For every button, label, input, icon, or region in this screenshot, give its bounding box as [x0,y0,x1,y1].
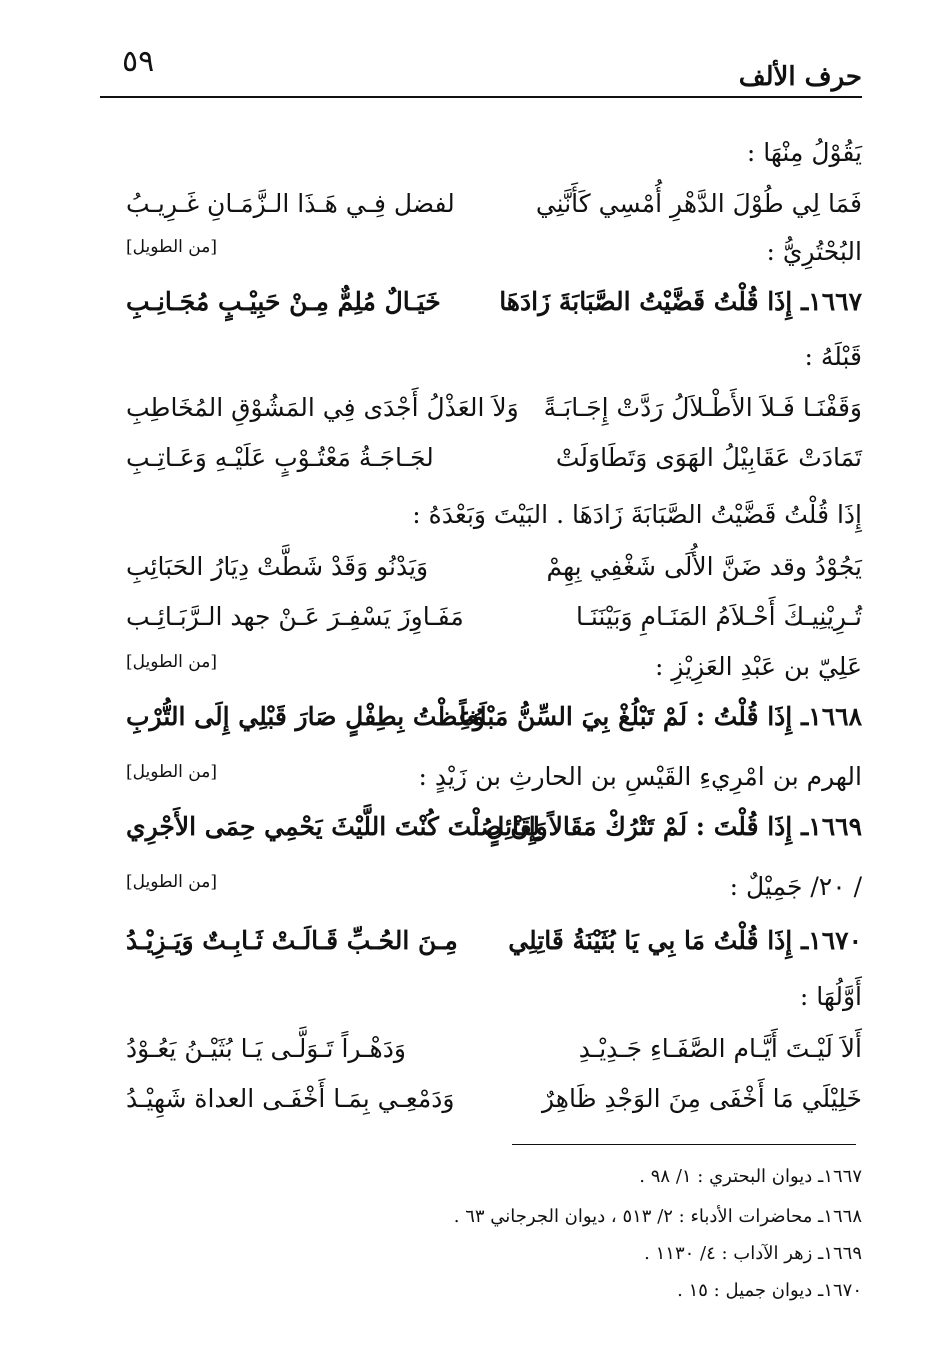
verse-left-hemistich: وَدَهْـراً تَـوَلَّـى يَـا بُثَيْـنُ يَعُـوْدُ [126,1034,406,1063]
verse-right-hemistich: تُـرِيْنِيـكَ أَحْـلاَمُ المَنَـامِ وَبَيْنَنَـا [575,602,862,631]
verse-right-hemistich: يَجُوْدُ وقد ضَنَّ الأُلَى شَغْفِي بِهِمْ [546,552,862,581]
numbered-verse-right: ١٦٧٠ـ إِذَا قُلْتُ مَا بِي يَا بُثَيْنَةُ قَاتِلِي [508,926,862,955]
meter-label: [من الطويل] [126,237,217,257]
numbered-verse-left: مِـنَ الحُـبِّ قَـالَـتْ ثَـابِـتٌ وَيَـزِيْـدُ [126,926,458,955]
intro-line: قَبْلَهُ : [804,342,862,371]
meter-label: [من الطويل] [126,652,217,672]
numbered-verse-left: وَإِنْ صُلْتَ كُنْتَ اللَّيْثَ يَحْمِي حِمَى الأَجْرِي [126,812,548,841]
verse-left-hemistich: وَلاَ العَذْلُ أَجْدَى فِي المَشُوْقِ المُخَاطِبِ [126,393,519,422]
footnote-separator [512,1144,856,1145]
verse-left-hemistich: وَيَدْنُو وَقَدْ شَطَّتْ دِيَارُ الحَبَائِبِ [126,552,429,581]
poet-name: الهرم بن امْرِيءِ القَيْسِ بن الحارثِ بن زَيْدٍ : [418,762,862,791]
numbered-verse-right: ١٦٦٩ـ إِذَا قُلْتَ : لَمْ تَتْرُكْ مَقَالاً لِقَائِلٍ [486,812,862,841]
footnote: ١٦٦٧ـ ديوان البحتري : ١/ ٩٨ . [639,1166,862,1187]
numbered-verse-right: ١٦٦٨ـ إِذَا قُلْتُ : لَمْ تَبْلُغْ بِيَ السِّنُّ مَبْلَغاً [459,702,862,731]
footnote: ١٦٦٨ـ محاضرات الأدباء : ٢/ ٥١٣ ، ديوان الجرجاني ٦٣ . [453,1206,862,1227]
verse-left-hemistich: لجَـاجَـةُ مَعْتُـوْبٍ عَلَيْـهِ وَعَـاتِـبِ [126,443,434,472]
numbered-verse-left: وُعِظْتُ بِطِفْلٍ صَارَ قَبْلِي إِلَى التُّرْبِ [126,702,485,731]
footnote: ١٦٦٩ـ زهر الآداب : ٤/ ١١٣٠ . [644,1243,862,1264]
verse-left-hemistich: وَدَمْعِـي بِمَـا أَخْفَـى العداة شَهِيْـدُ [126,1084,455,1113]
meter-label: [من الطويل] [126,762,217,782]
verse-right-hemistich: أَلاَ لَيْـتَ أَيَّـام الصَّفَـاءِ جَـدِيْـدِ [578,1034,862,1063]
page-number: ٥٩ [122,44,155,79]
header-rule [100,96,862,98]
verse-right-hemistich: فَمَا لِي طُوْلَ الدَّهْرِ أُمْسِي كَأَنَّنِي [535,189,862,218]
footnote: ١٦٧٠ـ ديوان جميل : ١٥ . [677,1280,862,1301]
intro-line: أَوَّلُهَا : [799,982,862,1011]
poet-name: البُحْتُرِيُّ : [766,237,862,266]
poet-name: / ٢٠/ جَمِيْلٌ : [729,872,862,901]
poet-name: عَلِيّ بن عَبْدِ العَزِيْزِ : [655,652,862,681]
verse-left-hemistich: لفضل فِـي هَـذَا الـزَّمَـانِ غَـرِيـبُ [126,189,455,218]
meter-label: [من الطويل] [126,872,217,892]
verse-right-hemistich: وَقَفْنَـا فَـلاَ الأَطْـلاَلُ رَدَّتْ إِجَـابَـةً [543,393,862,422]
running-header-title: حرف الألف [738,62,862,92]
verse-right-hemistich: خَلِيْلَي مَا أَخْفَى مِنَ الوَجْدِ ظَاهِرٌ [542,1084,862,1113]
numbered-verse-right: ١٦٦٧ـ إِذَا قُلْتُ قَضَّيْتُ الصَّبَابَةَ زَادَهَا [499,287,862,316]
verse-right-hemistich: تَمَادَتْ عَقَابِيْلُ الهَوَى وَتَطَاوَلَتْ [555,443,862,472]
verse-left-hemistich: مَفَـاوِزَ يَسْفِـرَ عَـنْ جهد الـرَّبَـائِـب [126,602,464,631]
intro-line: إِذَا قُلْتُ قَضَّيْتُ الصَّبَابَةَ زَادَهَا . البَيْتَ وَبَعْدَهُ : [412,500,862,529]
intro-line: يَقُوْلُ مِنْهَا : [746,138,862,167]
numbered-verse-left: خَيَـالٌ مُلِمٌّ مِـنْ حَبِيْـبٍ مُجَـانِـبِ [126,287,441,316]
